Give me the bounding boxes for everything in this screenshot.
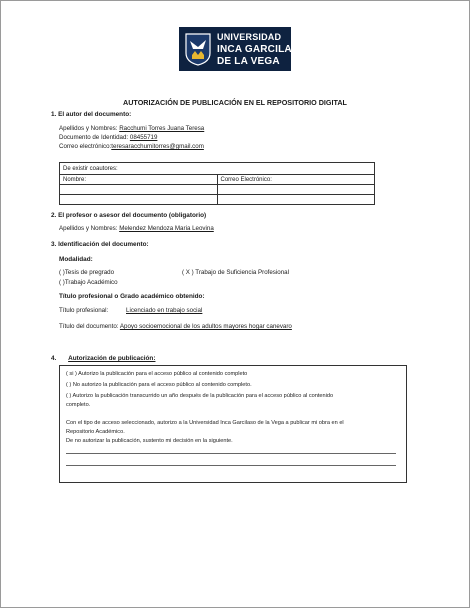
option-tesis: ( )Tesis de pregrado (59, 269, 115, 276)
auth-option-full: ( si ) Autorizo la publicación para el acceso público al contenido completo (66, 371, 248, 377)
degree-value: Licenciado en trabajo social (126, 307, 203, 314)
logo-line-2: INCA GARCILASO (217, 44, 307, 55)
degree-label: Título profesional: (59, 307, 109, 314)
author-id-label: Documento de Identidad: (59, 134, 130, 141)
option-academico: ( )Trabajo Académico (59, 279, 118, 286)
auth-paragraph-2: De no autorizar la publicación, sustento mi decisión en la siguiente. (66, 438, 233, 444)
coauthors-col-email: Correo Electrónico: (217, 175, 375, 185)
author-names-line (59, 125, 204, 132)
table-cell (217, 185, 375, 195)
table-row (60, 195, 375, 205)
section-4-title: Autorización de publicación: (68, 355, 156, 362)
option-suficiencia: ( X ) Trabajo de Suficiencia Profesional (182, 269, 289, 276)
section-3-heading: 3. Identificación del documento: (51, 241, 149, 248)
advisor-names-line (59, 225, 214, 232)
auth-paragraph-1: Con el tipo de acceso seleccionado, autorizo a la Universidad Inca Garcilaso de la Vega a publicar mi obra en el (66, 420, 344, 426)
section-2-heading: 2. El profesor o asesor del documento (obligatorio) (51, 212, 207, 219)
author-id-value: 08455719 (129, 134, 158, 141)
table-row (60, 175, 375, 185)
author-email-line (59, 143, 204, 150)
section-4-number: 4. (51, 355, 57, 362)
author-email-value: teresaracchumitorres@gmail.com (111, 143, 204, 150)
section-1-heading: 1. El autor del documento: (51, 111, 132, 118)
table-row (60, 185, 375, 195)
author-email-label: Correo electrónico: (59, 143, 112, 150)
justification-line (66, 453, 396, 454)
logo-line-1: UNIVERSIDAD (217, 32, 282, 42)
coauthors-header: De existir coautores: (60, 163, 375, 175)
table-row (60, 163, 375, 175)
auth-option-delayed: ( ) Autorizo la publicación transcurrido un año después de la publicación para el acceso público al contenido (66, 393, 334, 399)
advisor-names-value: Melendez Mendoza Maria Leovina (119, 225, 214, 232)
table-cell (60, 195, 218, 205)
table-cell (217, 195, 375, 205)
authorization-box (59, 365, 407, 483)
author-id-line (59, 134, 157, 141)
auth-option-none: ( ) No autorizo la publicación para el acceso público al contenido completo. (66, 382, 252, 388)
table-cell (60, 185, 218, 195)
advisor-names-label: Apellidos y Nombres: (59, 225, 120, 232)
auth-paragraph-1-cont: Repositorio Académico. (66, 429, 125, 435)
justification-line (66, 465, 396, 466)
document-title: AUTORIZACIÓN DE PUBLICACIÓN EN EL REPOSITORIO DIGITAL (123, 98, 347, 107)
logo-line-3: DE LA VEGA (217, 56, 280, 67)
section-4-heading (51, 355, 155, 362)
university-logo (179, 27, 307, 71)
doc-title-line (59, 323, 292, 330)
degree-heading: Título profesional o Grado académico obtenido: (59, 293, 205, 300)
auth-option-delayed-cont: completo. (66, 402, 91, 408)
author-names-value: Racchumi Torres Juana Teresa (119, 125, 205, 132)
coauthors-col-name: Nombre: (60, 175, 218, 185)
doc-title-value: Apoyo socioemocional de los adultos mayores hogar canevaro (119, 323, 292, 330)
crest-icon (183, 31, 213, 67)
coauthors-table (59, 162, 375, 205)
author-names-label: Apellidos y Nombres: (59, 125, 120, 132)
doc-title-label: Título del documento: (59, 323, 120, 330)
modalidad-label: Modalidad: (59, 256, 93, 263)
